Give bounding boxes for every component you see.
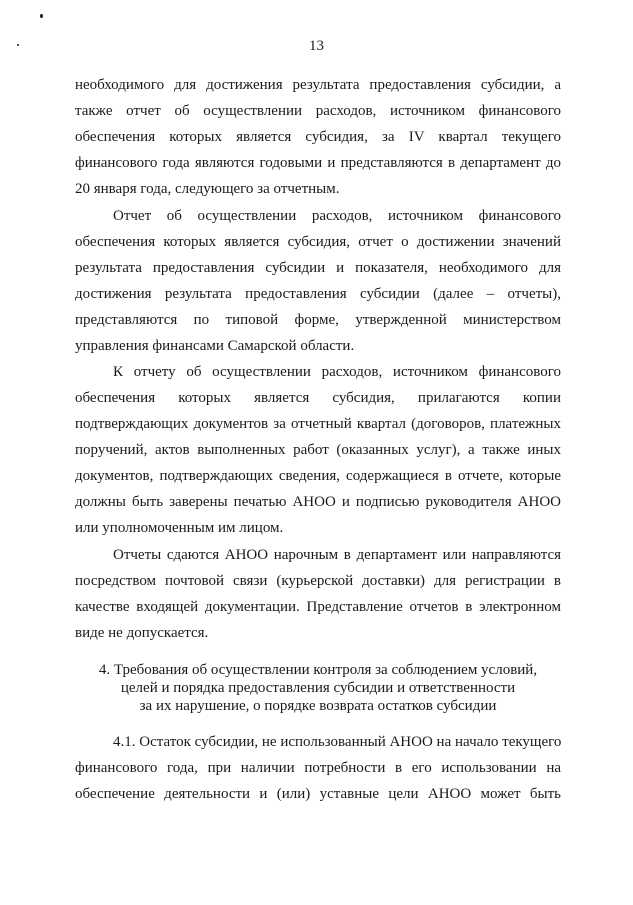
text-line: К отчету об осуществлении расходов, источником финансового [113, 364, 561, 380]
text-line: необходимого для достижения результата предоставления субсидии, а [75, 77, 561, 93]
text-line: посредством почтовой связи (курьерской доставки) для регистрации в [75, 573, 561, 589]
text-line: обеспечения которых является субсидия, за IV квартал текущего [75, 129, 561, 145]
text-line: 4.1. Остаток субсидии, не использованный АНОО на начало текущего [113, 734, 562, 750]
text-line: виде не допускается. [75, 625, 209, 641]
text-line: документов, подтверждающих сведения, содержащиеся в отчете, которые [75, 468, 561, 484]
section-heading: за их нарушение, о порядке возврата остатков субсидии [139, 698, 497, 714]
text-line: или уполномоченным им лицом. [75, 520, 284, 536]
text-line: Отчеты сдаются АНОО нарочным в департамент или направляются [113, 547, 561, 563]
text-line: обеспечение деятельности и (или) уставные цели АНОО может быть [75, 786, 561, 802]
text-line: качестве входящей документации. Представление отчетов в электронном [75, 599, 561, 615]
text-line: финансового года являются годовыми и представляются в департамент до [75, 155, 561, 171]
text-line: управления финансами Самарской области. [75, 338, 355, 354]
text-line: финансового года, при наличии потребности в его использовании на [75, 760, 561, 776]
text-line: должны быть заверены печатью АНОО и подписью руководителя АНОО [75, 494, 561, 510]
section-heading: 4. Требования об осуществлении контроля за соблюдением условий, [98, 662, 538, 678]
text-line: обеспечения которых является субсидия, прилагаются копии [75, 390, 561, 406]
text-line: обеспечения которых является субсидия, отчет о достижении значений [75, 234, 561, 250]
text-line: Отчет об осуществлении расходов, источником финансового [113, 208, 561, 224]
text-line: поручений, актов выполненных работ (оказанных услуг), а также иных [75, 442, 561, 458]
text-line: результата предоставления субсидии и показателя, необходимого для [75, 260, 561, 276]
text-line: подтверждающих документов за отчетный квартал (договоров, платежных [75, 416, 561, 432]
text-line: 20 января года, следующего за отчетным. [75, 181, 340, 197]
text-line: также отчет об осуществлении расходов, источником финансового [75, 103, 561, 119]
text-line: достижения результата предоставления субсидии (далее – отчеты), [75, 286, 561, 302]
text-line: представляются по типовой форме, утвержденной министерством [75, 312, 561, 328]
page-number: 13 [309, 38, 324, 54]
section-heading: целей и порядка предоставления субсидии и ответственности [120, 680, 516, 696]
scan-speck [40, 14, 43, 18]
